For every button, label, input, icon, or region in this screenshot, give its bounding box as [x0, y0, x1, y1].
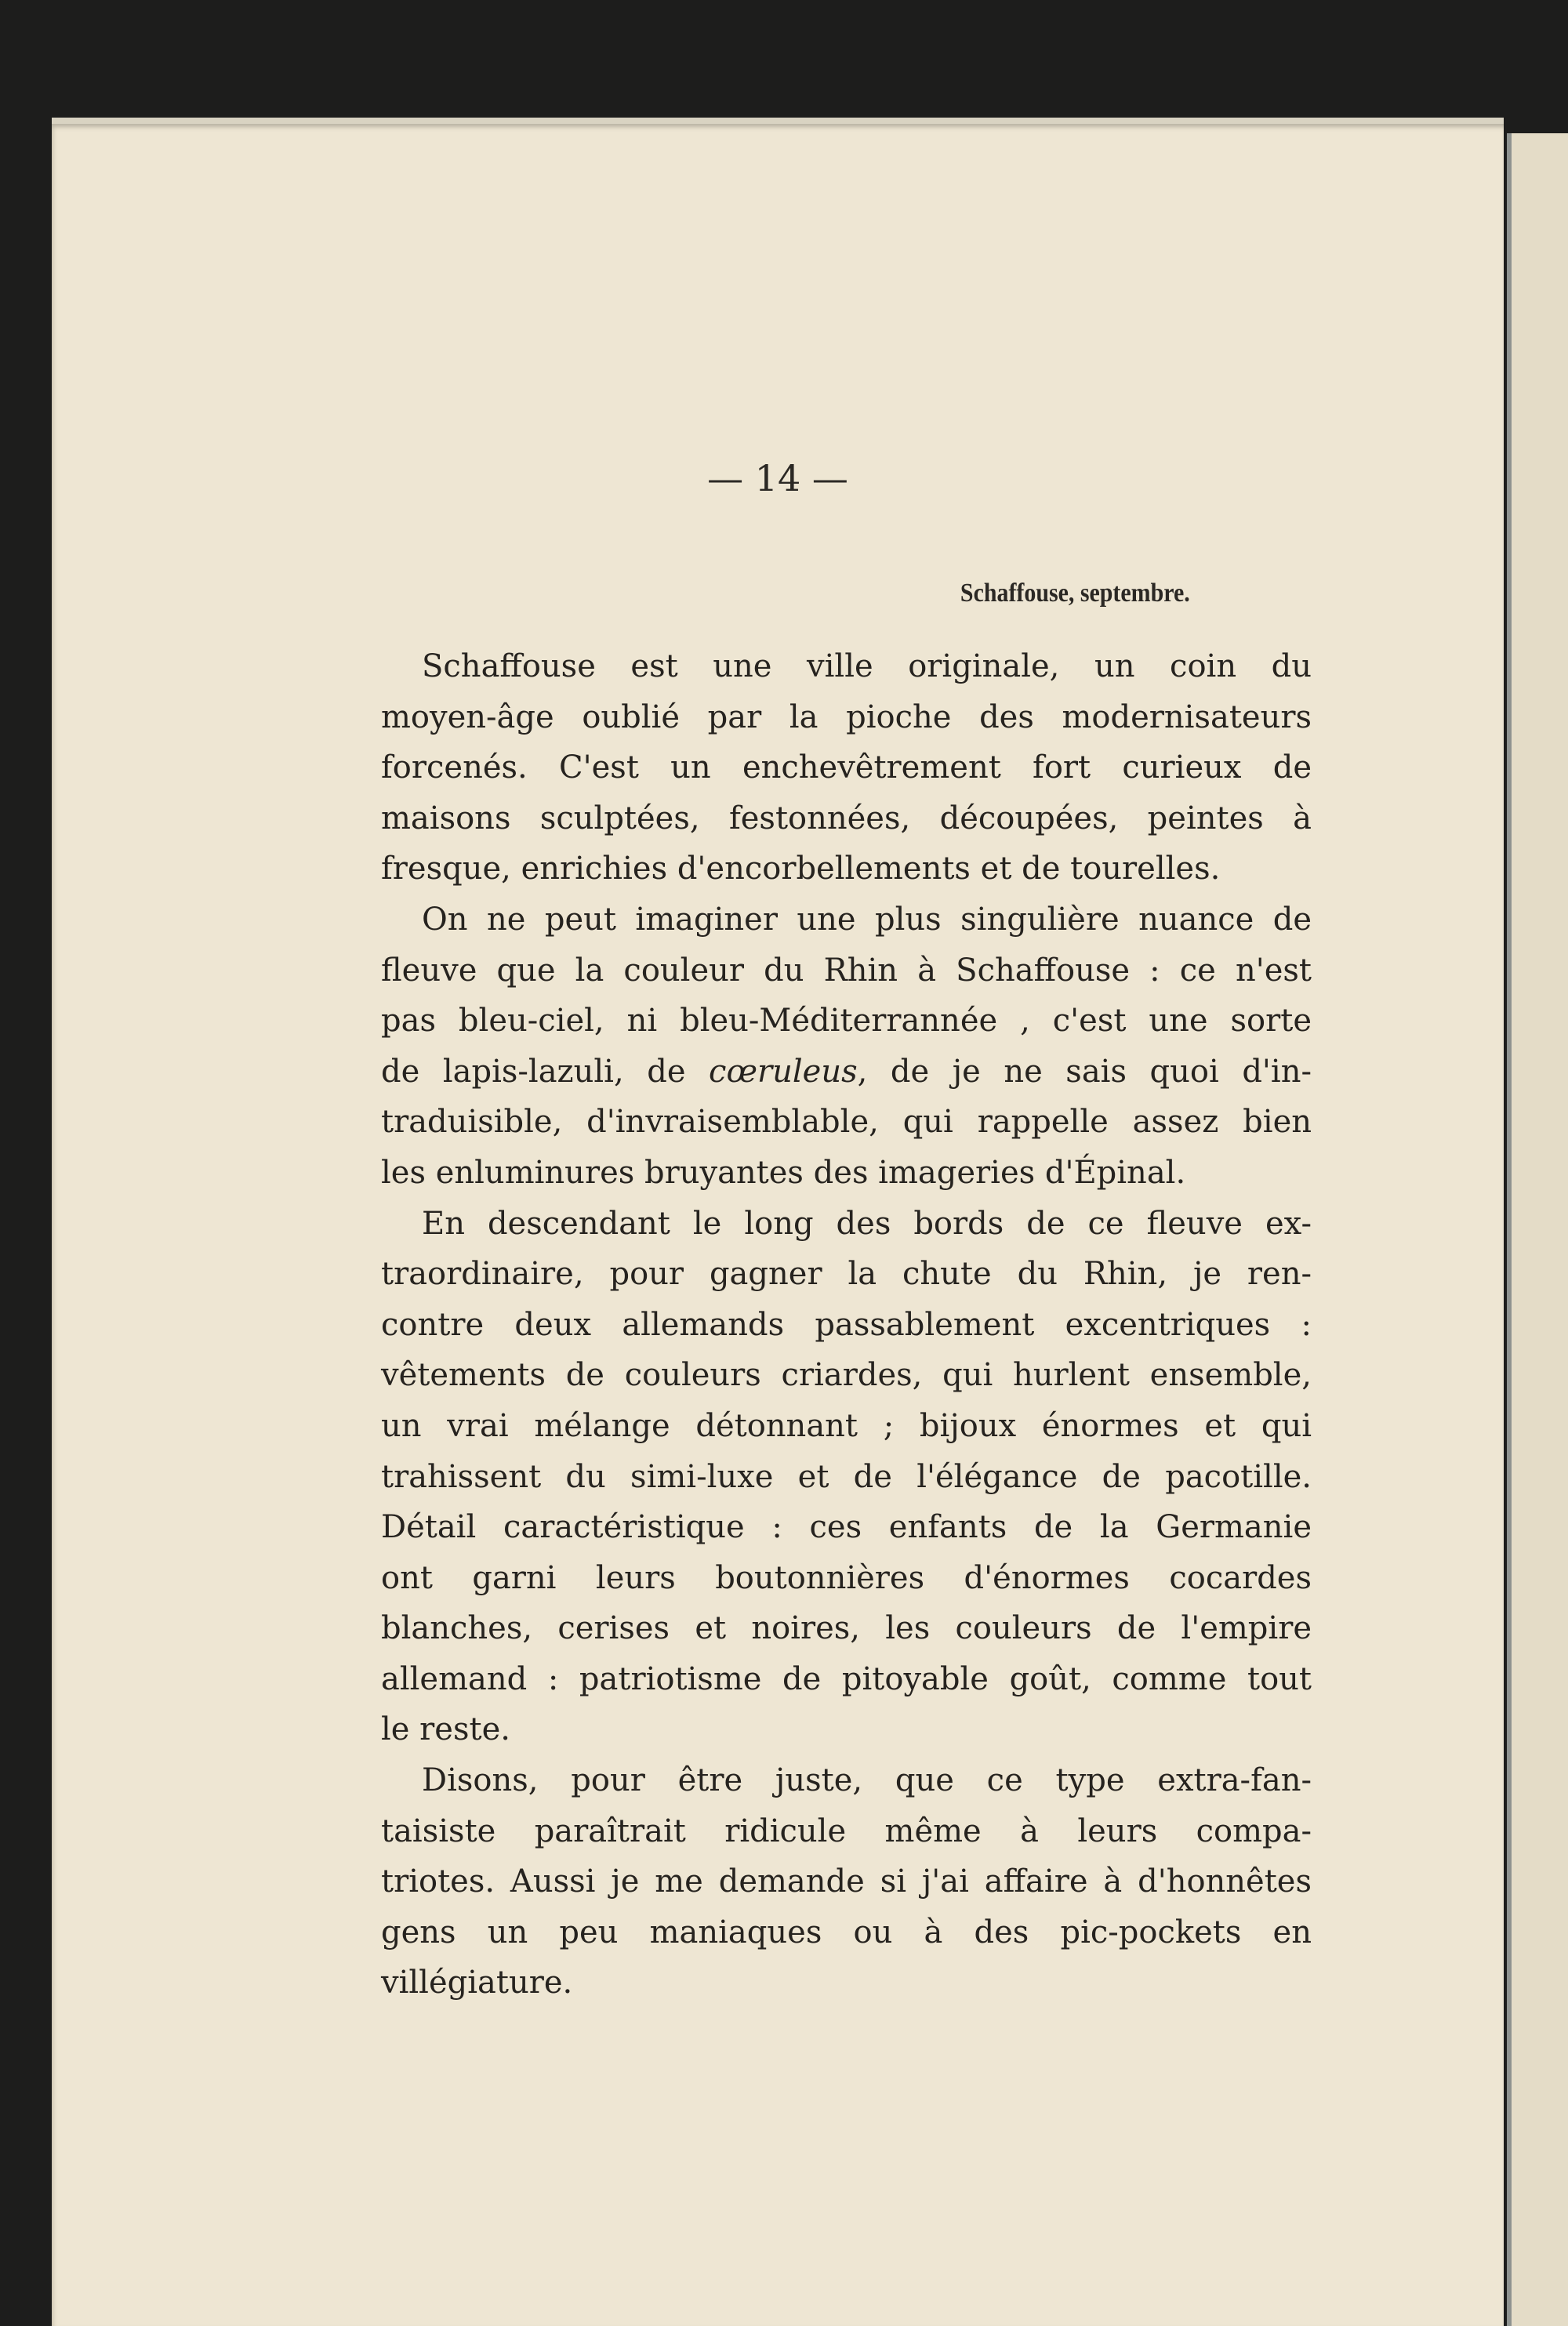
- paragraph: [381, 1199, 1312, 1756]
- text-line: moyen-âge oublié par la pioche des modernisateurs: [381, 699, 1312, 735]
- body-text: [381, 641, 1312, 2008]
- paragraph: [381, 894, 1312, 1199]
- text-line: vêtements de couleurs criardes, qui hurlent ensemble,: [381, 1357, 1312, 1394]
- text-line: pas bleu-ciel, ni bleu-Méditerrannée , c'est une sorte: [381, 1003, 1312, 1040]
- text-line: Détail caractéristique : ces enfants de la Germanie: [381, 1509, 1312, 1546]
- book-page: [52, 124, 1504, 2326]
- text-line: un vrai mélange détonnant ; bijoux énormes et qui: [381, 1407, 1312, 1444]
- facing-page-edge: [1507, 133, 1568, 2326]
- text-line: contre deux allemands passablement excentriques :: [381, 1306, 1312, 1343]
- paragraph: [381, 1755, 1312, 2008]
- text-line: fleuve que la couleur du Rhin à Schaffouse : ce n'est: [381, 952, 1312, 989]
- text-line: Schaffouse est une ville originale, un coin du: [422, 648, 1312, 684]
- text-line: forcenés. C'est un enchevêtrement fort curieux de: [381, 749, 1312, 786]
- text-line: taisiste paraîtrait ridicule même à leurs compa-: [381, 1813, 1312, 1849]
- paragraph: [381, 641, 1312, 894]
- text-line: triotes. Aussi je me demande si j'ai affaire à d'honnêtes: [381, 1863, 1312, 1900]
- text-line: de lapis-lazuli, de cœruleus, de je ne sais quoi d'in-: [381, 1053, 1312, 1090]
- text-line: maisons sculptées, festonnées, découpées, peintes à: [381, 800, 1312, 836]
- text-line: le reste.: [381, 1711, 510, 1748]
- text-line: ont garni leurs boutonnières d'énormes cocardes: [381, 1559, 1312, 1596]
- text-line: les enluminures bruyantes des imageries d'Épinal.: [381, 1154, 1186, 1191]
- text-line: On ne peut imaginer une plus singulière nuance de: [422, 901, 1312, 938]
- text-line: traordinaire, pour gagner la chute du Rhin, je ren-: [381, 1256, 1312, 1293]
- text-line: Disons, pour être juste, que ce type extra-fan-: [422, 1762, 1312, 1799]
- page-number: — 14 —: [707, 457, 848, 499]
- text-line: traduisible, d'invraisemblable, qui rappelle assez bien: [381, 1104, 1312, 1141]
- dateline: Schaffouse, septembre.: [960, 579, 1190, 608]
- text-line: trahissent du simi-luxe et de l'élégance de pacotille.: [381, 1458, 1312, 1495]
- text-line: allemand : patriotisme de pitoyable goût, comme tout: [381, 1660, 1312, 1697]
- text-line: villégiature.: [381, 1965, 573, 2001]
- text-line: En descendant le long des bords de ce fleuve ex-: [422, 1205, 1312, 1242]
- text-line: fresque, enrichies d'encorbellements et de tourelles.: [381, 851, 1221, 887]
- text-line: blanches, cerises et noires, les couleurs de l'empire: [381, 1610, 1312, 1647]
- text-line: gens un peu maniaques ou à des pic-pockets en: [381, 1914, 1312, 1950]
